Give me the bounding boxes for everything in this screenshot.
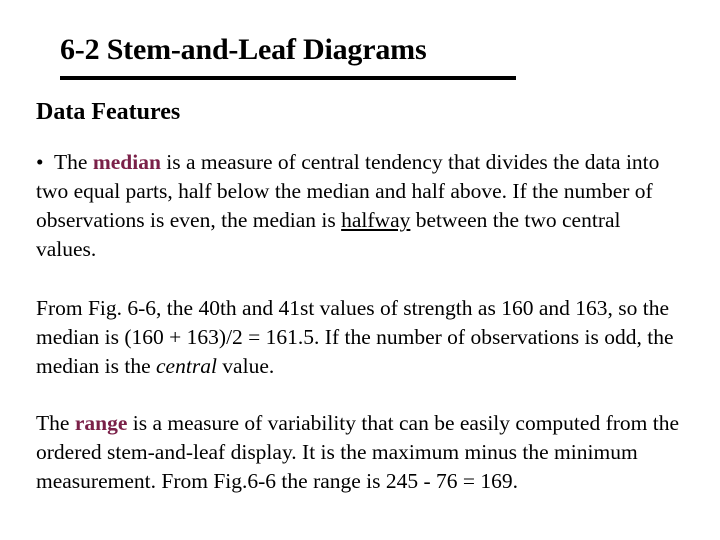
bullet-icon: • xyxy=(36,150,44,174)
slide-title: 6-2 Stem-and-Leaf Diagrams xyxy=(60,33,427,66)
title-underline xyxy=(60,76,516,80)
median-text-b: between the two central values. xyxy=(36,208,621,261)
median-paragraph xyxy=(36,148,686,264)
example-text-b: value. xyxy=(216,354,275,378)
section-heading: Data Features xyxy=(36,99,181,125)
median-lead: The xyxy=(54,150,93,174)
halfway-word: halfway xyxy=(341,208,411,232)
range-text: is a measure of variability that can be easily computed from the ordered stem-and-leaf display. It is the maximum minus the minimum measurement. From Fig.6-6 the range is 245 - 76 = 169. xyxy=(36,411,680,493)
range-term: range xyxy=(74,411,128,435)
range-paragraph xyxy=(36,409,686,496)
example-text-a: From Fig. 6-6, the 40th and 41st values of strength as 160 and 163, so the median is (160 + 163)/2 = 161.5. If the number of observations is odd, the median is the xyxy=(36,296,674,378)
median-term: median xyxy=(92,150,161,174)
median-text-a: is a measure of central tendency that divides the data into two equal parts, half below the median and half above. If the number of observations is even, the median is xyxy=(36,150,660,232)
range-lead: The xyxy=(36,411,75,435)
median-example-paragraph xyxy=(36,294,686,381)
central-word: central xyxy=(156,354,217,378)
